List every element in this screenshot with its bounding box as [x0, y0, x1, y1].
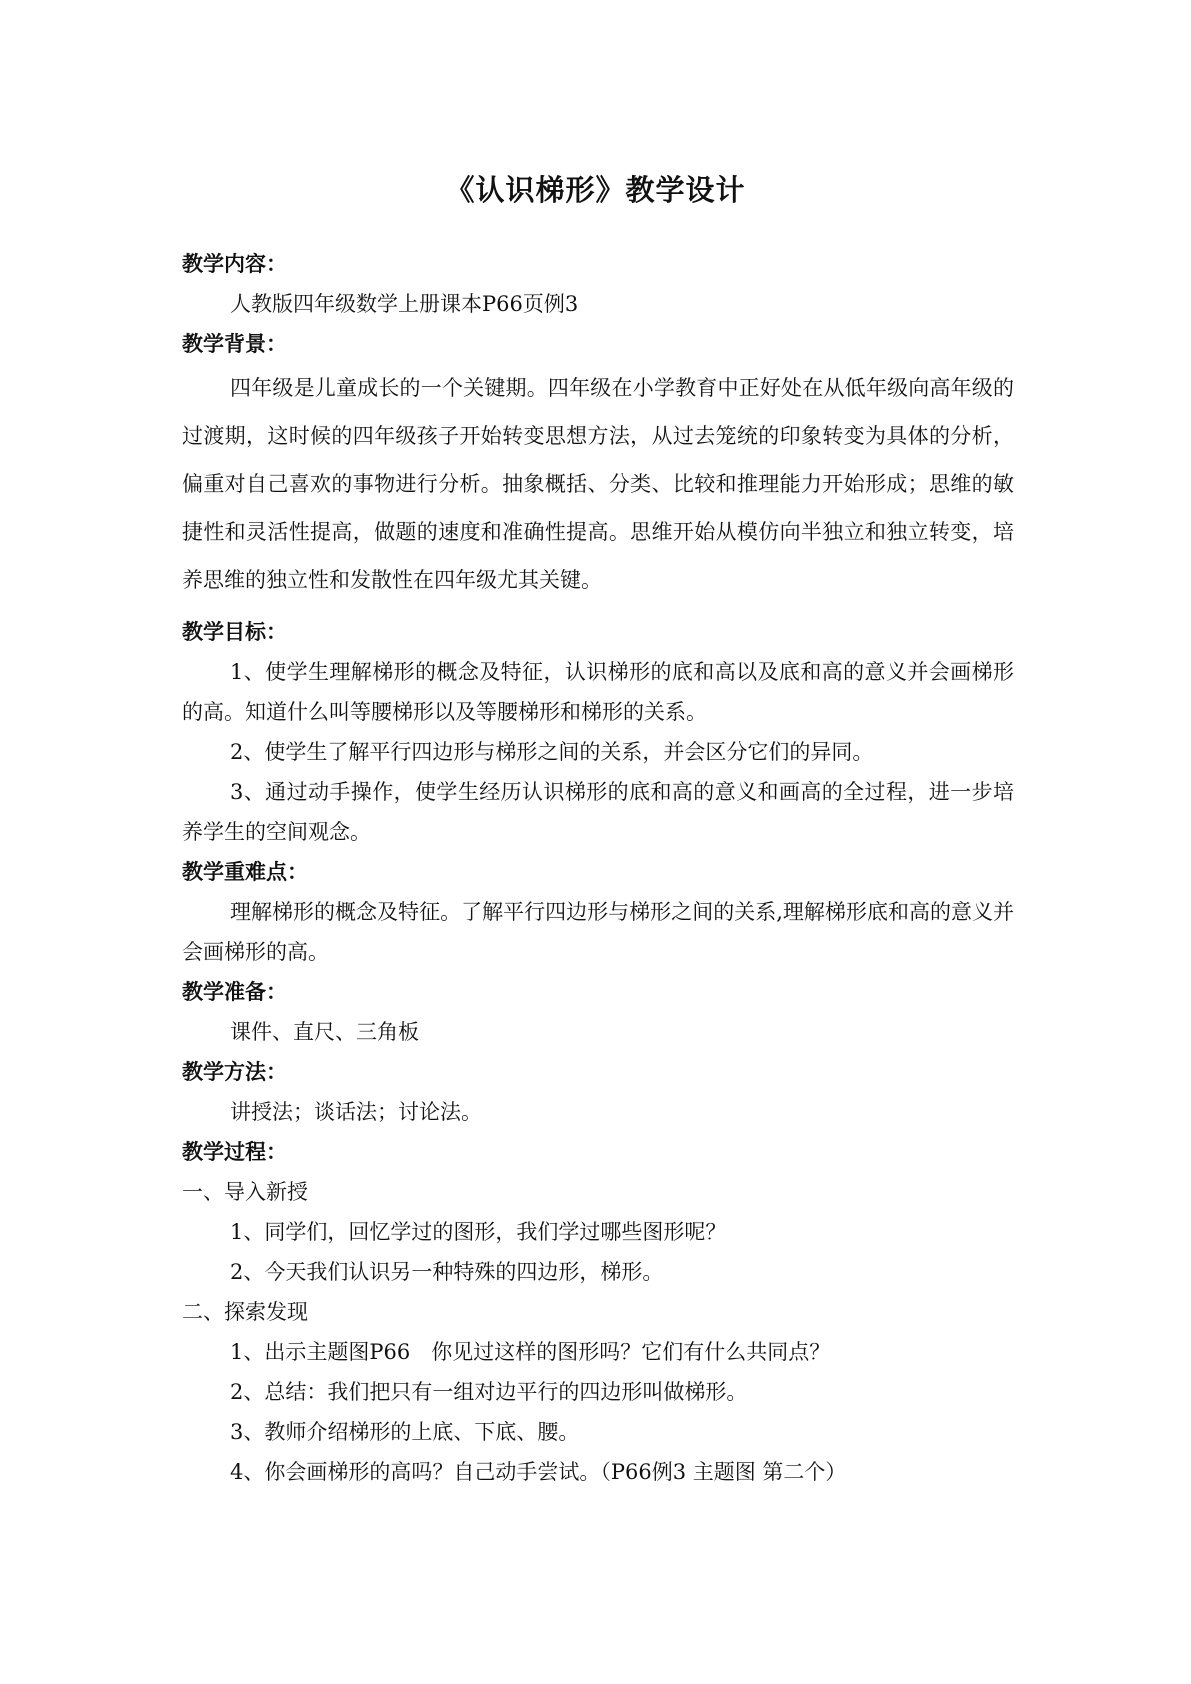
page-title: 《认识梯形》教学设计	[445, 173, 746, 207]
preparation-text: 课件、直尺、三角板	[230, 1020, 419, 1044]
teaching-content-text: 人教版四年级数学上册课本P66页例3	[230, 292, 579, 316]
goal-item: 3、通过动手操作，使学生经历认识梯形的底和高的意义和画高的全过程，进一步培养学生的空间观念。	[182, 780, 1014, 844]
goal-item: 1、使学生理解梯形的概念及特征，认识梯形的底和高以及底和高的意义并会画梯形的高。知道什么叫等腰梯形以及等腰梯形和梯形的关系。	[182, 660, 1014, 724]
document-body	[182, 244, 1014, 1492]
heading-process: 教学过程：	[182, 1140, 287, 1164]
methods-text: 讲授法；谈话法；讨论法。	[230, 1100, 482, 1124]
heading-key-points: 教学重难点：	[182, 860, 308, 884]
process-item: 3、教师介绍梯形的上底、下底、腰。	[230, 1420, 580, 1444]
process-section-title: 一、导入新授	[182, 1180, 308, 1204]
goal-item: 2、使学生了解平行四边形与梯形之间的关系，并会区分它们的异同。	[230, 740, 874, 764]
heading-teaching-content: 教学内容：	[182, 252, 287, 276]
process-item: 2、总结：我们把只有一组对边平行的四边形叫做梯形。	[230, 1380, 748, 1404]
teaching-background-text: 四年级是儿童成长的一个关键期。四年级在小学教育中正好处在从低年级向高年级的过渡期，这时候的四年级孩子开始转变思想方法，从过去笼统的印象转变为具体的分析，偏重对自己喜欢的事物进行分析。抽象概括、分类、比较和推理能力开始形成；思维的敏捷性和灵活性提高，做题的速度和准确性提高。思维开始从模仿向半独立和独立转变，培养思维的独立性和发散性在四年级尤其关键。	[182, 376, 1014, 592]
heading-teaching-goals: 教学目标：	[182, 620, 287, 644]
process-item: 4、你会画梯形的高吗？自己动手尝试。（P66例3 主题图 第二个）	[230, 1460, 847, 1484]
heading-methods: 教学方法：	[182, 1060, 287, 1084]
heading-teaching-background: 教学背景：	[182, 332, 287, 356]
key-points-text: 理解梯形的概念及特征。了解平行四边形与梯形之间的关系,理解梯形底和高的意义并会画梯形的高。	[182, 900, 1015, 964]
process-item: 1、同学们，回忆学过的图形，我们学过哪些图形呢？	[230, 1220, 727, 1244]
process-section-title: 二、探索发现	[182, 1300, 308, 1324]
process-item: 1、出示主题图P66 你见过这样的图形吗？它们有什么共同点？	[230, 1340, 831, 1364]
process-item: 2、今天我们认识另一种特殊的四边形，梯形。	[230, 1260, 664, 1284]
heading-preparation: 教学准备：	[182, 980, 287, 1004]
